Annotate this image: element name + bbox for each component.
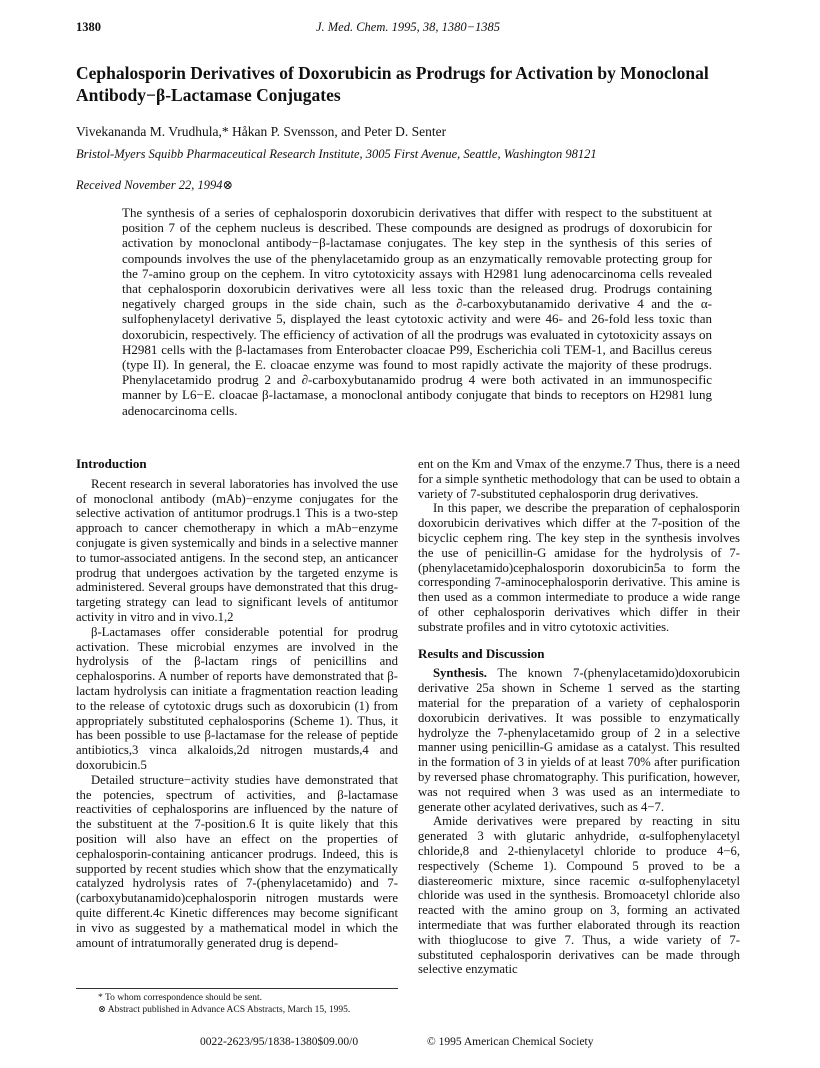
left-column (76, 457, 398, 950)
synthesis-text: The known 7-(phenylacetamido)doxorubicin derivative 25a shown in Scheme 1 served as the starting material for the preparation of a variety of cephalosporin doxorubicin derivatives. It was possible to enzymatically hydrolyze the 7-phenylacetamido group of 2 in a selective manner using penicillin-G amidase as a catalyst. This resulted in the formation of 3 in yields of at least 70% after purification by reversed phase chromatography. This purification, however, was not required when 3 was used as an intermediate to generate other acylated derivatives, such as 4−7. (418, 666, 740, 814)
footnote-correspondence: * To whom correspondence should be sent. (98, 993, 263, 1003)
copyright: © 1995 American Chemical Society (427, 1036, 594, 1048)
affiliation: Bristol-Myers Squibb Pharmaceutical Research Institute, 3005 First Avenue, Seattle, Washington 98121 (76, 147, 597, 161)
results-heading: Results and Discussion (418, 645, 545, 661)
article-title: Cephalosporin Derivatives of Doxorubicin as Prodrugs for Activation by Monoclonal Antibody−β-Lactamase Conjugates (76, 63, 709, 105)
page-number: 1380 (76, 20, 101, 34)
running-header (76, 20, 740, 40)
amide-paragraph: Amide derivatives were prepared by reacting in situ generated 3 with glutaric anhydride, α-sulfophenylacetyl chloride,8 and 2-thienylacetyl chloride to produce 4−6, respectively (Scheme 1). Compound 5 proved to be a diastereomeric mixture, since racemic α-sulfophenylacetyl chloride was used in the synthesis. Bromoacetyl chloride also reacted with the amino group on 3, forming an activated intermediate that was further elaborated through its reaction with thioglucose to give 7. Thus, a wide variety of 7-substituted cephalosporin derivatives can be made through selective enzymatic (418, 814, 740, 977)
footnote-abstract-published: ⊗ Abstract published in Advance ACS Abstracts, March 15, 1995. (98, 1004, 351, 1015)
intro-paragraph-1: Recent research in several laboratories has involved the use of monoclonal antibody (mAb)−enzyme conjugates for the selective activation of antitumor prodrugs.1 This is a two-step approach to cancer chemotherapy in which a mAb−enzyme conjugate is given systemically and binds in a selective manner to tumor-associated antigens. In the second step, an anticancer prodrug that undergoes activation by the targeted enzyme is administered. Several groups have demonstrated that this drug-targeting strategy can lead to significant levels of antitumor activity in vitro and in vivo.1,2 (76, 476, 398, 624)
journal-citation: J. Med. Chem. 1995, 38, 1380−1385 (315, 20, 501, 34)
synthesis-lead: Synthesis. (433, 666, 487, 681)
author-list: Vivekananda M. Vrudhula,* Håkan P. Svensson, and Peter D. Senter (76, 124, 447, 139)
intro-paragraph-2: β-Lactamases offer considerable potential for prodrug activation. These microbial enzymes are involved in the hydrolysis of the β-lactam rings of penicillins and cephalosporins. A number of reports have demonstrated that β-lactam hydrolysis can initiate a fragmentation reaction leading to the release of cytotoxic drugs such as doxorubicin (1) from appropriately substituted cephalosporins (Scheme 1). Thus, it has been possible to use β-lactamase for the release of peptide antibiotics,3 vinca alkaloids,2d nitrogen mustards,4 and doxorubicin.5 (76, 624, 398, 772)
intro-continued-paragraph: ent on the Km and Vmax of the enzyme.7 Thus, there is a need for a simple synthetic methodology that can be used to obtain a variety of 7-substituted cephalosporin drug derivatives. (418, 457, 740, 501)
footnotes (76, 988, 398, 1016)
abstract: The synthesis of a series of cephalosporin doxorubicin derivatives that differ with respect to the substituent at position 7 of the cephem nucleus is described. These compounds are designed as prodrugs of doxorubicin for activation by monoclonal antibody−β-lactamase conjugates. The key step in the synthesis of this series of compounds involves the use of the phenylacetamido group as an enzymatically removable protecting group for the 7-amino group on the cephem. In vitro cytotoxicity assays with H2981 lung adenocarcinoma cells revealed that cephalosporin doxorubicin derivatives were all less toxic than the released drug. Prodrugs containing negatively charged groups in the side chain, such as the ∂-carboxybutanamido derivative 4 and the α-sulfophenylacetyl derivative 5, displayed the least cytotoxic activity and were 46- and 26-fold less toxic than doxorubicin, respectively. The efficiency of activation of all the prodrugs was evaluated in cytotoxicity assays on H2981 cells with the β-lactamases from Enterobacter cloacae P99, Escherichia coli TEM-1, and Bacillus cereus (type II). In general, the E. cloacae enzyme was found to most rapidly activate the majority of these prodrugs. Phenylacetamido prodrug 2 and ∂-carboxybutanamido prodrug 4 were both activated in an immunospecific manner by L6−E. cloacae β-lactamase, a monoclonal antibody conjugate that binds to receptors on H2981 lung adenocarcinoma cells. (122, 205, 712, 418)
introduction-heading: Introduction (76, 456, 147, 471)
synthesis-paragraph (418, 666, 740, 814)
article-code: 0022-2623/95/1838-1380$09.00/0 (200, 1036, 359, 1048)
right-column (418, 457, 740, 977)
intro-paragraph-4: In this paper, we describe the preparation of cephalosporin doxorubicin derivatives which differ at the 7-position of the bicyclic cephem ring. The key step in the synthesis involves the use of penicillin-G amidase for the hydrolysis of 7-(phenylacetamido)cephalosporin doxorubicin5a to form the corresponding 7-aminocephalosporin derivative. This amine is then used as a common intermediate to produce a wide range of other cephalosporin derivatives which differ in their substrate profiles and in vitro cytotoxic activities. (418, 501, 740, 634)
intro-paragraph-3: Detailed structure−activity studies have demonstrated that the potencies, spectrum of activities, and β-lactamase reactivities of cephalosporins are influenced by the nature of the substituent at the 7-position.6 It is quite likely that this position will also have an effect on the properties of cephalosporin-containing anticancer prodrugs. Indeed, this is supported by recent studies which show that the enzymatically catalyzed hydrolysis rates of 7-(phenylacetamido) and 7-(carboxybutanamido)cephalosporin nitrogen mustards were quite different.4c Kinetic differences may become significant in vivo as suggested by a mathematical model in which the amount of intratumorally generated drug is depend- (76, 772, 398, 950)
received-date: Received November 22, 1994⊗ (76, 178, 233, 192)
